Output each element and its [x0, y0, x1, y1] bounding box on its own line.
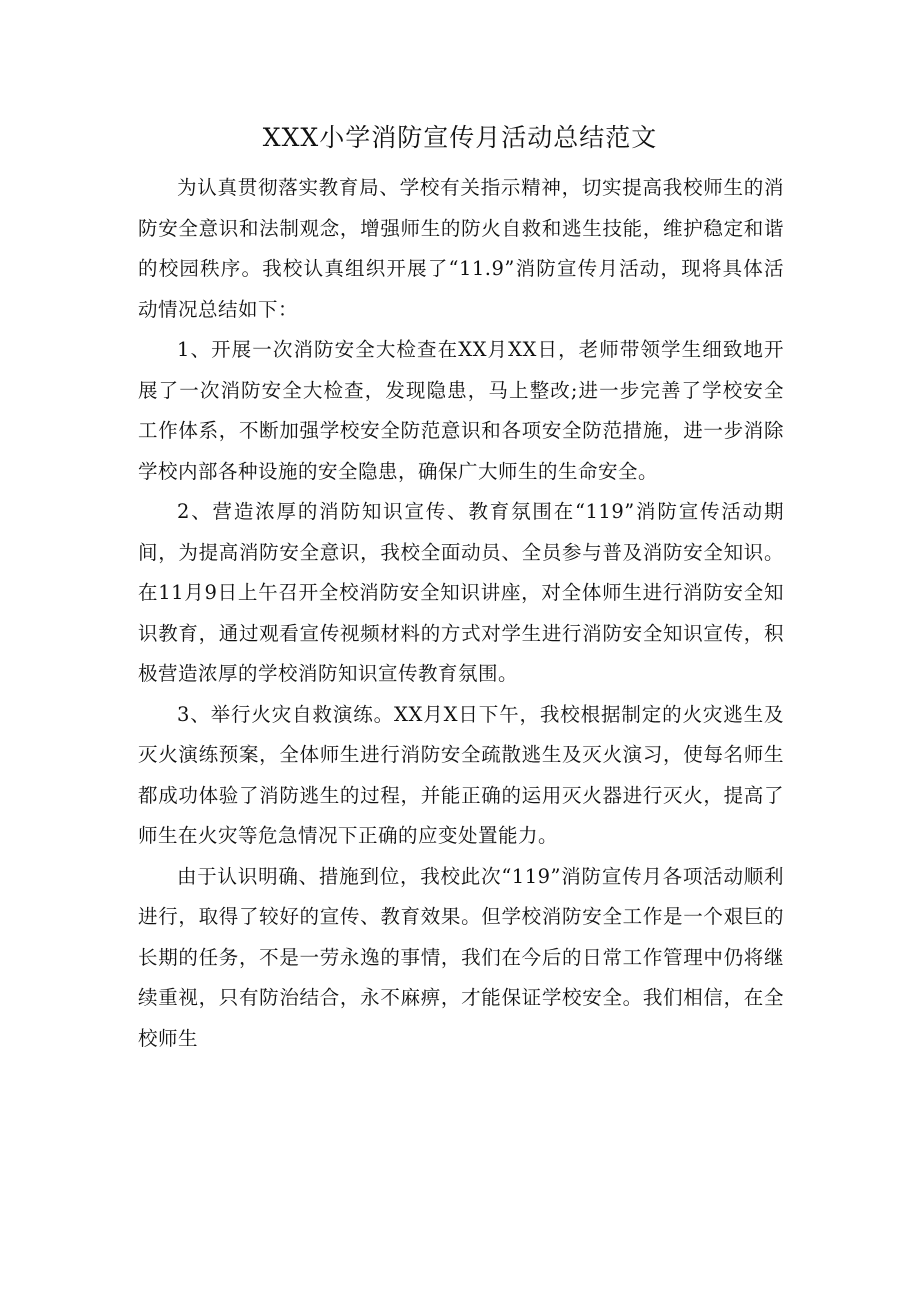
paragraph-item-2-publicity: 2、营造浓厚的消防知识宣传、教育氛围在“119”消防宣传活动期间，为提高消防安全意识，我校全面动员、全员参与普及消防安全知识。在11月9日上午召开全校消防安全知识讲座，对全体师生进行消防安全知识教育，通过观看宣传视频材料的方式对学生进行消防安全知识宣传，积极营造浓厚的学校消防知识宣传教育氛围。 — [138, 500, 784, 685]
paragraph-item-1-inspection: 1、开展一次消防安全大检查在XX月XX日，老师带领学生细致地开展了一次消防安全大检查，发现隐患，马上整改;进一步完善了学校安全工作体系，不断加强学校安全防范意识和各项安全防范措施，进一步消除学校内部各种设施的安全隐患，确保广大师生的生命安全。 — [138, 338, 784, 483]
paragraph-conclusion: 由于认识明确、措施到位，我校此次“119”消防宣传月各项活动顺利进行，取得了较好的宣传、教育效果。但学校消防安全工作是一个艰巨的长期的任务，不是一劳永逸的事情，我们在今后的日常工作管理中仍将继续重视，只有防治结合，永不麻痹，才能保证学校安全。我们相信，在全校师生 — [138, 864, 784, 1050]
document-title: XXX小学消防宣传月活动总结范文 — [262, 123, 658, 152]
paragraph-intro: 为认真贯彻落实教育局、学校有关指示精神，切实提高我校师生的消防安全意识和法制观念，增强师生的防火自救和逃生技能，维护稳定和谐的校园秩序。我校认真组织开展了“11.9”消防宣传月活动，现将具体活动情况总结如下： — [138, 176, 784, 321]
paragraph-item-3-drill: 3、举行火灾自救演练。XX月X日下午，我校根据制定的火灾逃生及灭火演练预案，全体师生进行消防安全疏散逃生及灭火演习，使每名师生都成功体验了消防逃生的过程，并能正确的运用灭火器进行灭火，提高了师生在火灾等危急情况下正确的应变处置能力。 — [138, 702, 784, 847]
document-body — [138, 168, 784, 1059]
